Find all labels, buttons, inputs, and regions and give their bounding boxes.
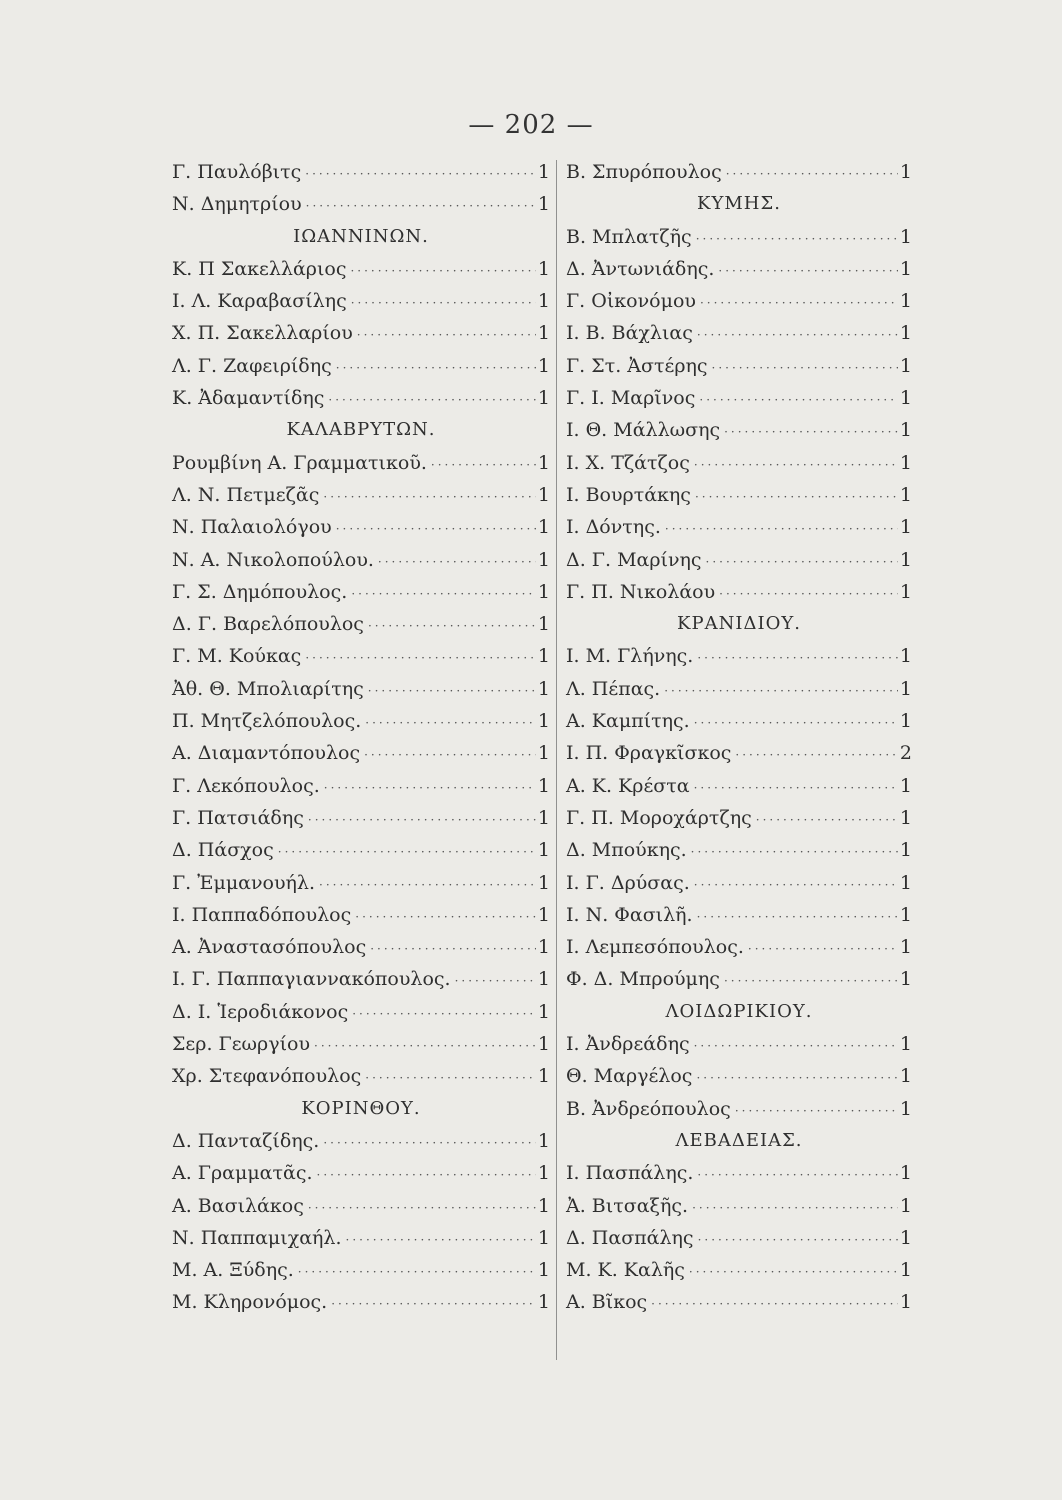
- subscriber-name: Ι. Γ. Παππαγιαννακόπουλος.: [172, 968, 451, 991]
- subscriber-name: Θ. Μαργέλος: [566, 1065, 693, 1088]
- copy-count: 1: [537, 387, 550, 410]
- dot-leader: [696, 223, 898, 255]
- subscriber-name: Ι. Ν. Φασιλῆ.: [566, 903, 693, 926]
- copy-count: 1: [899, 903, 912, 926]
- section-heading: ΚΡΑΝΙΔΙΟΥ.: [677, 613, 801, 635]
- copy-count: 1: [537, 548, 550, 571]
- subscriber-row: [172, 996, 550, 1028]
- dot-leader: [355, 901, 536, 933]
- subscriber-name: Γ. Παυλόβιτς: [172, 161, 302, 183]
- subscriber-name: Α. Κ. Κρέστα: [566, 774, 690, 797]
- subscriber-name: Ι. Χ. Τζάτζος: [566, 451, 690, 474]
- copy-count: 1: [537, 613, 550, 636]
- copy-count: 1: [537, 936, 550, 959]
- subscriber-row: [172, 382, 550, 414]
- subscriber-name: Γ. Π. Νικολάου: [566, 580, 716, 603]
- subscriber-name: Π. Μητζελόπουλος.: [172, 710, 362, 733]
- subscriber-name: Ι. Πασπάλης.: [566, 1162, 694, 1185]
- page-number: — 202 —: [468, 110, 594, 140]
- subscriber-row: [566, 640, 912, 672]
- subscriber-row: [566, 963, 912, 995]
- subscriber-name: Ν. Παλαιολόγου: [172, 516, 332, 539]
- copy-count: 1: [537, 257, 550, 280]
- dot-leader: [651, 1288, 898, 1320]
- subscriber-name: Ν. Παππαμιχαήλ.: [172, 1226, 342, 1249]
- copy-count: 1: [537, 1000, 550, 1023]
- subscriber-row: [566, 576, 912, 608]
- dot-leader: [350, 255, 535, 287]
- copy-count: 1: [899, 871, 912, 894]
- subscriber-row: [172, 285, 550, 317]
- copy-count: 1: [537, 1065, 550, 1088]
- subscriber-row: [566, 899, 912, 931]
- subscriber-name: Κ. Π Σακελλάριος: [172, 257, 347, 280]
- subscriber-row: [172, 479, 550, 511]
- dot-leader: [351, 578, 536, 610]
- dot-leader: [697, 1159, 898, 1191]
- dot-leader: [735, 1095, 898, 1127]
- subscriber-row: [566, 350, 912, 382]
- subscriber-name: Γ. Π. Μοροχάρτζης: [566, 806, 752, 829]
- subscriber-name: Ι. Δόντης.: [566, 516, 661, 539]
- copy-count: 1: [899, 161, 912, 183]
- copy-count: 1: [537, 193, 550, 216]
- copy-count: 1: [899, 1194, 912, 1217]
- subscriber-name: Δ. Πάσχος: [172, 839, 274, 862]
- copy-count: 1: [537, 290, 550, 313]
- dot-leader: [735, 739, 897, 771]
- subscriber-row: [566, 317, 912, 349]
- subscriber-name: Γ. Μ. Κούκας: [172, 645, 302, 668]
- subscriber-name: Α. Ἀναστασόπουλος: [172, 936, 367, 959]
- subscriber-name: Μ. Κ. Καλῆς: [566, 1259, 685, 1282]
- subscriber-row: [566, 221, 912, 253]
- subscriber-row: [172, 608, 550, 640]
- subscriber-name: Ν. Α. Νικολοπούλου.: [172, 548, 374, 571]
- dot-leader: [694, 449, 898, 481]
- dot-leader: [351, 287, 536, 319]
- subscriber-row: [566, 285, 912, 317]
- copy-count: 1: [537, 1291, 550, 1314]
- copy-count: 1: [537, 839, 550, 862]
- subscriber-row: [566, 737, 912, 769]
- subscriber-row: [566, 931, 912, 963]
- subscriber-name: Λ. Πέπας.: [566, 677, 661, 700]
- copy-count: 1: [537, 1033, 550, 1056]
- subscriber-row: [172, 673, 550, 705]
- copy-count: 1: [537, 742, 550, 765]
- subscriber-row: [172, 963, 550, 995]
- subscriber-name: Γ. Πατσιάδης: [172, 806, 304, 829]
- copy-count: 1: [899, 1259, 912, 1282]
- copy-count: 1: [899, 257, 912, 280]
- subscriber-row: [172, 1190, 550, 1222]
- copy-count: 1: [537, 451, 550, 474]
- dot-leader: [694, 707, 898, 739]
- dot-leader: [712, 352, 898, 384]
- subscriber-name: Δ. Ἀντωνιάδης.: [566, 257, 715, 280]
- subscriber-name: Ι. Β. Βάχλιας: [566, 322, 693, 345]
- dot-leader: [319, 869, 536, 901]
- subscriber-name: Α. Βασιλάκος: [172, 1194, 304, 1217]
- dot-leader: [431, 449, 536, 481]
- dot-leader: [368, 610, 536, 642]
- dot-leader: [699, 384, 898, 416]
- copy-count: 1: [899, 1097, 912, 1120]
- subscriber-row: [172, 317, 550, 349]
- subscriber-name: Δ. Πασπάλης: [566, 1226, 694, 1249]
- subscriber-name: Ἀθ. Θ. Μπολιαρίτης: [172, 677, 364, 700]
- subscriber-name: Ρουμβίνη Α. Γραμματικοῦ.: [172, 451, 427, 474]
- copy-count: 1: [899, 387, 912, 410]
- dot-leader: [328, 384, 535, 416]
- copy-count: 1: [899, 225, 912, 248]
- dot-leader: [357, 319, 536, 351]
- copy-count: 1: [537, 161, 550, 183]
- subscriber-row: [566, 479, 912, 511]
- dot-leader: [308, 804, 536, 836]
- subscriber-name: Δ. Ι. Ἱεροδιάκονος: [172, 1000, 349, 1023]
- subscriber-name: Γ. Στ. Ἀστέρης: [566, 354, 708, 377]
- copy-count: 1: [899, 580, 912, 603]
- dot-leader: [718, 255, 897, 287]
- copy-count: 1: [899, 322, 912, 345]
- subscriber-row: [172, 737, 550, 769]
- copy-count: 1: [899, 645, 912, 668]
- dot-leader: [314, 1030, 536, 1062]
- copy-count: 1: [537, 516, 550, 539]
- dot-leader: [724, 416, 898, 448]
- subscriber-row: [172, 705, 550, 737]
- copy-count: 1: [537, 1259, 550, 1282]
- subscriber-name: Β. Ἀνδρεόπουλος: [566, 1097, 731, 1120]
- subscriber-name: Δ. Μπούκης.: [566, 839, 687, 862]
- subscriber-name: Χ. Π. Σακελλαρίου: [172, 322, 353, 345]
- subscriber-name: Ι. Γ. Δρύσας.: [566, 871, 690, 894]
- subscriber-row: [172, 576, 550, 608]
- dot-leader: [697, 319, 898, 351]
- copy-count: 1: [537, 1129, 550, 1152]
- dot-leader: [305, 642, 536, 674]
- subscriber-name: Σερ. Γεωργίου: [172, 1033, 311, 1056]
- subscriber-row: [172, 834, 550, 866]
- copy-count: 1: [537, 580, 550, 603]
- section-heading: ΙΩΑΝΝΙΝΩΝ.: [293, 225, 429, 247]
- dot-leader: [305, 158, 536, 190]
- dot-leader: [455, 965, 536, 997]
- subscriber-name: Γ. Λεκόπουλος.: [172, 774, 320, 797]
- subscriber-name: Μ. Α. Ξύδης.: [172, 1259, 294, 1282]
- dot-leader: [336, 352, 536, 384]
- subscriber-row: [566, 1093, 912, 1125]
- subscriber-row: [566, 1254, 912, 1286]
- subscriber-name: Λ. Γ. Ζαφειρίδης: [172, 354, 332, 377]
- subscriber-row: [172, 770, 550, 802]
- subscriber-name: Ι. Παππαδόπουλος: [172, 903, 352, 926]
- dot-leader: [317, 1159, 536, 1191]
- subscriber-row: [172, 1060, 550, 1092]
- subscriber-row: [566, 253, 912, 285]
- dot-leader: [365, 707, 536, 739]
- section-heading: ΚΟΡΙΝΘΟΥ.: [301, 1097, 421, 1119]
- subscriber-row: [566, 447, 912, 479]
- copy-count: 1: [537, 774, 550, 797]
- dot-leader: [694, 772, 898, 804]
- dot-leader: [698, 1224, 898, 1256]
- subscriber-row: [566, 1157, 912, 1189]
- subscriber-row: [172, 544, 550, 576]
- subscriber-name: Ν. Δημητρίου: [172, 193, 302, 216]
- copy-count: 1: [537, 322, 550, 345]
- subscriber-name: Λ. Ν. Πετμεζᾶς: [172, 483, 320, 506]
- copy-count: 1: [899, 839, 912, 862]
- subscriber-row: [566, 1286, 912, 1318]
- section-heading: ΚΥΜΗΣ.: [697, 193, 781, 215]
- copy-count: 1: [899, 516, 912, 539]
- dot-leader: [346, 1224, 536, 1256]
- subscriber-name: Μ. Κληρονόμος.: [172, 1291, 328, 1314]
- subscriber-row: [566, 1222, 912, 1254]
- subscriber-row: [566, 1060, 912, 1092]
- section-heading: ΛΕΒΑΔΕΙΑΣ.: [675, 1129, 803, 1151]
- dot-leader: [696, 1062, 897, 1094]
- copy-count: 1: [537, 1226, 550, 1249]
- copy-count: 1: [899, 290, 912, 313]
- dot-leader: [368, 675, 536, 707]
- subscriber-row: [172, 802, 550, 834]
- dot-leader: [665, 513, 898, 545]
- subscriber-name: Ι. Βουρτάκης: [566, 483, 691, 506]
- dot-leader: [756, 804, 898, 836]
- subscriber-name: Γ. Ἐμμανουήλ.: [172, 871, 316, 894]
- subscriber-row: [566, 867, 912, 899]
- subscriber-name: Δ. Πανταζίδης.: [172, 1129, 320, 1152]
- subscriber-row: [172, 1125, 550, 1157]
- dot-leader: [694, 1030, 898, 1062]
- subscriber-row: [172, 253, 550, 285]
- dot-leader: [694, 869, 898, 901]
- subscriber-row: [172, 1222, 550, 1254]
- dot-leader: [324, 772, 536, 804]
- copy-count: 2: [899, 742, 912, 765]
- copy-count: 1: [537, 483, 550, 506]
- copy-count: 1: [537, 871, 550, 894]
- subscriber-name: Ι. Ἀνδρεάδης: [566, 1033, 690, 1056]
- dot-leader: [364, 739, 536, 771]
- subscriber-row: [566, 382, 912, 414]
- subscriber-name: Δ. Γ. Βαρελόπουλος: [172, 613, 364, 636]
- subscriber-name: Ι. Λ. Καραβασίλης: [172, 290, 347, 313]
- subscriber-row: [172, 1254, 550, 1286]
- dot-leader: [691, 836, 898, 868]
- dot-leader: [365, 1062, 536, 1094]
- subscriber-row: [566, 834, 912, 866]
- subscriber-name: Ἀ. Βιτσαξῆς.: [566, 1194, 689, 1217]
- subscriber-row: [566, 705, 912, 737]
- dot-leader: [331, 1288, 536, 1320]
- subscriber-row: [566, 511, 912, 543]
- subscriber-row: [566, 1190, 912, 1222]
- copy-count: 1: [899, 936, 912, 959]
- copy-count: 1: [899, 1226, 912, 1249]
- subscriber-name: Α. Καμπίτης.: [566, 710, 690, 733]
- subscriber-name: Ι. Π. Φραγκῖσκος: [566, 742, 732, 765]
- subscriber-name: Α. Βῖκος: [566, 1291, 648, 1314]
- copy-count: 1: [899, 1065, 912, 1088]
- copy-count: 1: [899, 774, 912, 797]
- dot-leader: [378, 546, 536, 578]
- dot-leader: [306, 190, 536, 222]
- dot-leader: [336, 513, 536, 545]
- subscriber-name: Α. Γραμματᾶς.: [172, 1162, 313, 1185]
- subscriber-name: Δ. Γ. Μαρίνης: [566, 548, 702, 571]
- copy-count: 1: [899, 354, 912, 377]
- copy-count: 1: [537, 677, 550, 700]
- dot-leader: [700, 287, 898, 319]
- copy-count: 1: [537, 354, 550, 377]
- subscriber-row: [172, 899, 550, 931]
- dot-leader: [308, 1192, 536, 1224]
- subscriber-row: [172, 1028, 550, 1060]
- subscriber-row: [172, 1157, 550, 1189]
- right-column: [566, 156, 912, 1319]
- copy-count: 1: [537, 645, 550, 668]
- subscriber-row: [566, 802, 912, 834]
- copy-count: 1: [537, 806, 550, 829]
- subscriber-name: Γ. Ι. Μαρῖνος: [566, 387, 696, 410]
- subscriber-name: Ι. Θ. Μάλλωσης: [566, 419, 721, 442]
- subscriber-row: [172, 931, 550, 963]
- copy-count: 1: [537, 968, 550, 991]
- dot-leader: [726, 158, 898, 190]
- dot-leader: [664, 675, 898, 707]
- copy-count: 1: [899, 1033, 912, 1056]
- dot-leader: [695, 481, 898, 513]
- copy-count: 1: [537, 1162, 550, 1185]
- column-divider: [556, 160, 557, 1360]
- subscriber-row: [172, 350, 550, 382]
- subscriber-row: [566, 673, 912, 705]
- subscriber-name: Ι. Λεμπεσόπουλος.: [566, 936, 744, 959]
- subscriber-row: [566, 770, 912, 802]
- subscriber-name: Γ. Σ. Δημόπουλος.: [172, 580, 348, 603]
- section-heading: ΛΟΙΔΩΡΙΚΙΟΥ.: [665, 1000, 813, 1022]
- subscriber-name: Ι. Μ. Γλήνης.: [566, 645, 694, 668]
- dot-leader: [697, 642, 898, 674]
- dot-leader: [719, 578, 898, 610]
- section-heading: ΚΑΛΑΒΡΥΤΩΝ.: [286, 419, 436, 441]
- subscriber-name: Β. Μπλατζῆς: [566, 225, 692, 248]
- dot-leader: [298, 1256, 536, 1288]
- copy-count: 1: [899, 451, 912, 474]
- subscriber-name: Κ. Ἀδαμαντίδης: [172, 387, 325, 410]
- subscriber-row: [172, 188, 550, 220]
- subscriber-name: Χρ. Στεφανόπουλος: [172, 1065, 362, 1088]
- copy-count: 1: [899, 548, 912, 571]
- dot-leader: [689, 1256, 898, 1288]
- copy-count: 1: [899, 806, 912, 829]
- dot-leader: [706, 546, 898, 578]
- subscriber-row: [172, 1286, 550, 1318]
- dot-leader: [323, 1127, 536, 1159]
- copy-count: 1: [899, 419, 912, 442]
- copy-count: 1: [537, 1194, 550, 1217]
- left-column: [172, 156, 550, 1319]
- dot-leader: [278, 836, 536, 868]
- subscriber-row: [172, 511, 550, 543]
- dot-leader: [697, 901, 898, 933]
- copy-count: 1: [899, 483, 912, 506]
- subscriber-row: [172, 640, 550, 672]
- subscriber-row: [566, 1028, 912, 1060]
- copy-count: 1: [899, 1291, 912, 1314]
- subscriber-row: [172, 447, 550, 479]
- copy-count: 1: [899, 1162, 912, 1185]
- subscriber-row: [172, 156, 550, 188]
- dot-leader: [323, 481, 536, 513]
- dot-leader: [352, 998, 536, 1030]
- subscriber-row: [566, 156, 912, 188]
- dot-leader: [748, 933, 898, 965]
- copy-count: 1: [899, 677, 912, 700]
- subscriber-row: [566, 414, 912, 446]
- subscriber-row: [172, 867, 550, 899]
- copy-count: 1: [899, 710, 912, 733]
- subscriber-name: Φ. Δ. Μπρούμης: [566, 968, 720, 991]
- subscriber-row: [566, 544, 912, 576]
- dot-leader: [692, 1192, 898, 1224]
- subscriber-name: Β. Σπυρόπουλος: [566, 161, 722, 183]
- copy-count: 1: [537, 710, 550, 733]
- copy-count: 1: [899, 968, 912, 991]
- dot-leader: [370, 933, 536, 965]
- dot-leader: [724, 965, 898, 997]
- subscriber-name: Α. Διαμαντόπουλος: [172, 742, 361, 765]
- subscriber-name: Γ. Οἰκονόμου: [566, 290, 696, 313]
- copy-count: 1: [537, 903, 550, 926]
